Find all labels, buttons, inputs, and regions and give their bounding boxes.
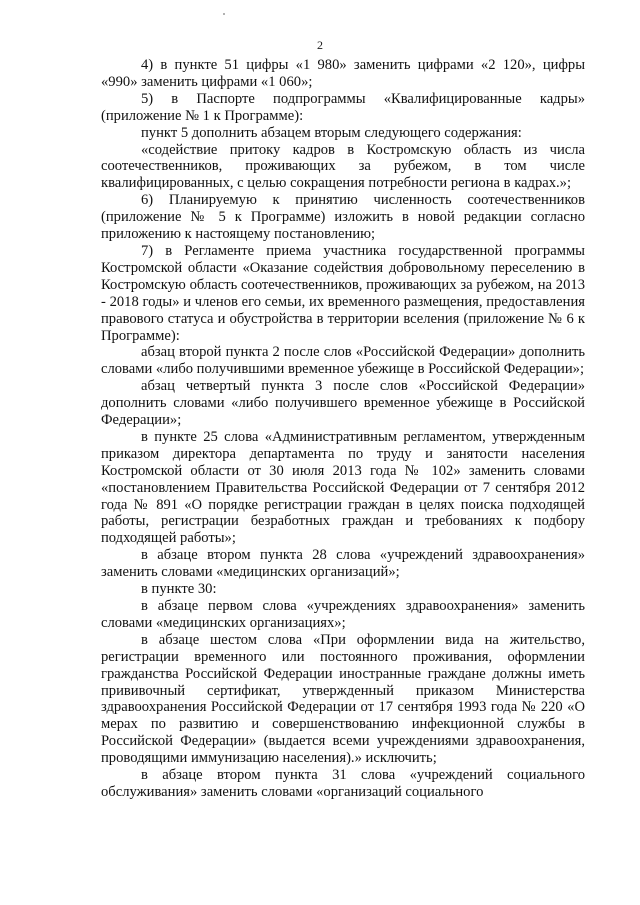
paragraph-point-30-abzac-6: в абзаце шестом слова «При оформлении вида на жительство, регистрации временного или постоянного проживания, оформлении гражданства Российской Федерации иностранные граждане должны иметь прививочный сертификат, утвержденный приказом Министерства здравоохранения Российской Федерации от 17 сентября 1993 года № 220 «О мерах по развитию и совершенствованию инфекционной службы в Российской Федерации» (выдается всеми учреждениями здравоохранения, проводящими иммунизацию населения).» исключить; <box>101 631 585 767</box>
paragraph-item-5: 5) в Паспорте подпрограммы «Квалифицированные кадры» (приложение № 1 к Программе): <box>101 90 585 124</box>
paragraph-point-5: пункт 5 дополнить абзацем вторым следующего содержания: <box>141 124 522 141</box>
paragraph-point-25: в пункте 25 слова «Административным регламентом, утвержденным приказом директора департамента по труду и занятости населения Костромской области от 30 июля 2013 года № 102» заменить словами «постановлением Правительства Российской Федерации от 7 сентября 2012 года № 891 «О порядке регистрации граждан в целях поиска подходящей работы, регистрации безработных граждан и требованиях к подбору подходящей работы»; <box>101 428 585 547</box>
paragraph-item-4: 4) в пункте 51 цифры «1 980» заменить цифрами «2 120», цифры «990» заменить цифрами «1 060»; <box>101 57 585 90</box>
paragraph-point-31: в абзаце втором пункта 31 слова «учреждений социального обслуживания» заменить словами «организаций социального <box>101 767 585 800</box>
paragraph-point-2: абзац второй пункта 2 после слов «Российской Федерации» дополнить словами «либо получившими временное убежище в Российской Федерации»; <box>101 344 585 378</box>
document-body <box>101 57 585 801</box>
paragraph-item-7: 7) в Регламенте приема участника государственной программы Костромской области «Оказание содействия добровольному переселению в Костромскую область соотечественников, проживающих за рубежом, на 2013 - 2018 годы» и членов его семьи, их временного размещения, предоставления правового статуса и обустройства в территории вселения (приложение № 6 к Программе): <box>101 242 585 344</box>
paragraph-item-6: 6) Планируемую к принятию численность соотечественников (приложение № 5 к Программе) изложить в новой редакции согласно приложению к настоящему постановлению; <box>101 192 585 243</box>
paragraph-point-30-abzac-1: в абзаце первом слова «учреждениях здравоохранения» заменить словами «медицинских организациях»; <box>101 598 585 631</box>
paragraph-point-3: абзац четвертый пункта 3 после слов «Российской Федерации» дополнить словами «либо получившего временное убежище в Российской Федерации»; <box>101 378 585 429</box>
paragraph-point-28: в абзаце втором пункта 28 слова «учреждений здравоохранения» заменить словами «медицинских организаций»; <box>101 547 585 581</box>
paragraph-quote-kadry: «содействие притоку кадров в Костромскую область из числа соотечественников, проживающих за рубежом, в том числе квалифицированных, с целью сокращения потребности региона в кадрах.»; <box>101 141 585 192</box>
page-number: 2 <box>317 38 323 52</box>
scan-speck <box>223 13 225 15</box>
paragraph-point-30: в пункте 30: <box>141 581 217 598</box>
